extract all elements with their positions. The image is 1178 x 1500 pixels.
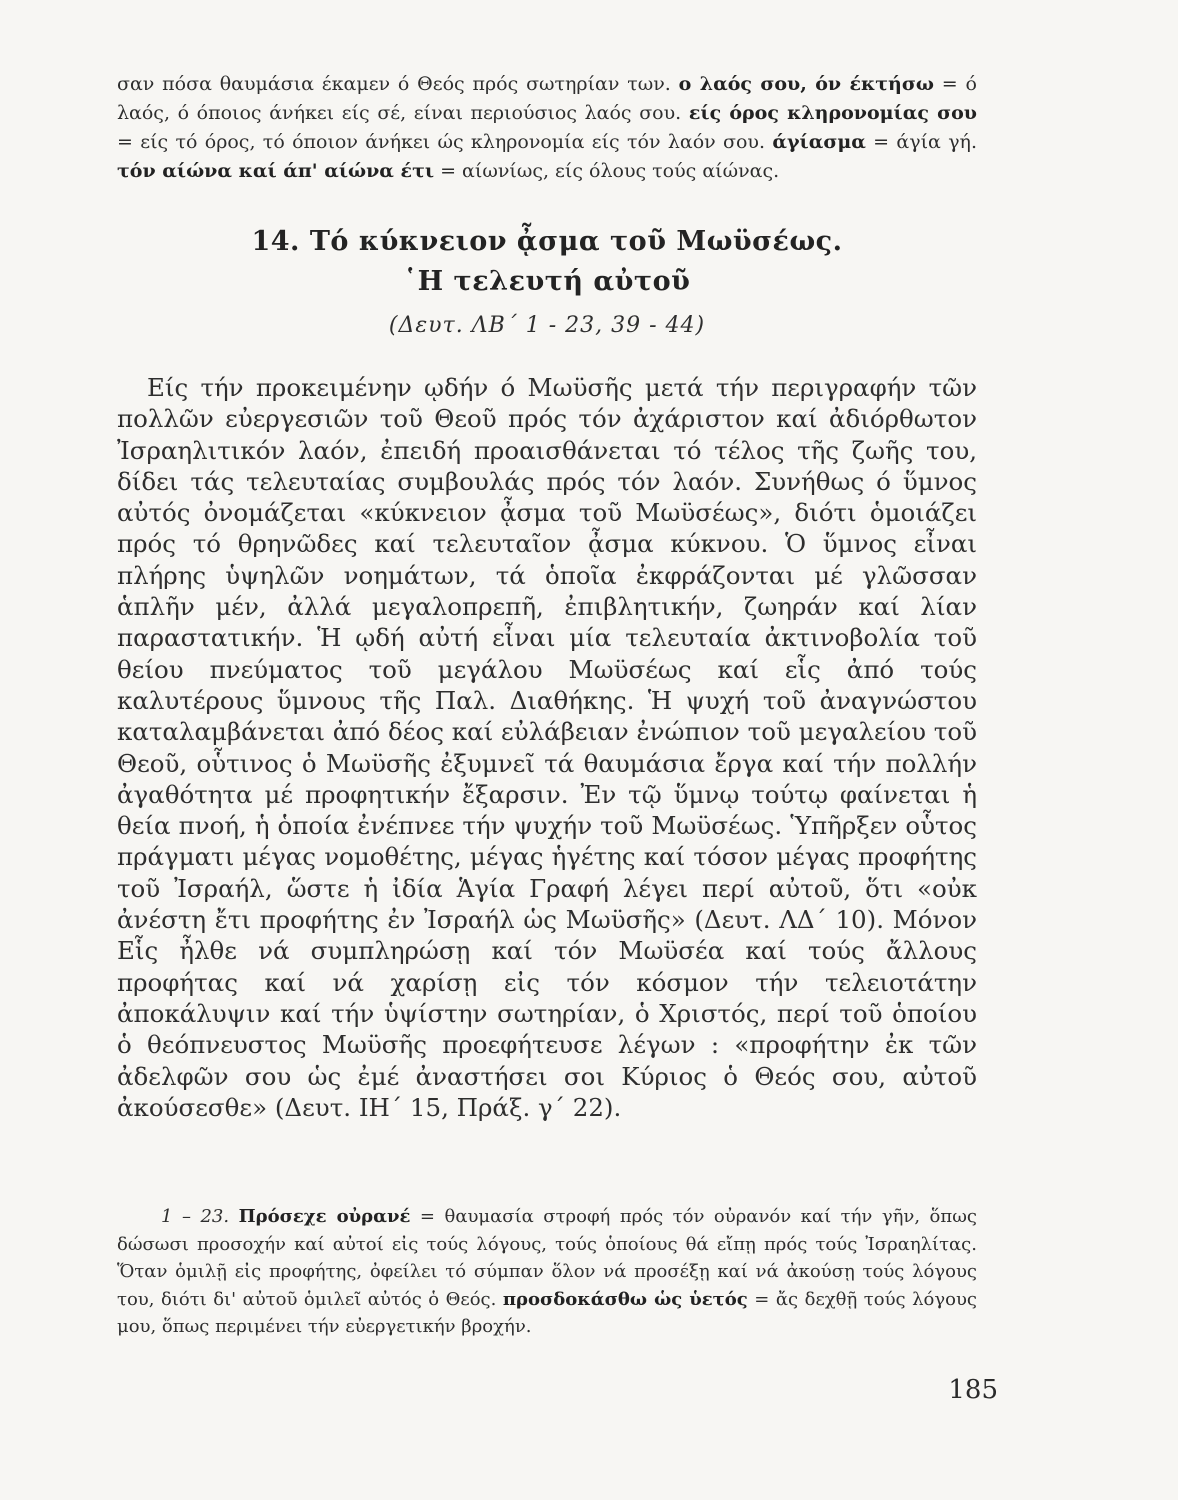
section-title: 14. Τό κύκνειον ᾆσμα τοῦ Μωϋσέως. bbox=[251, 226, 843, 257]
intro-text-3: = είς τό όρος, τό όποιον άνήκει ώς κληρονομία είς τόν λαόν σου. bbox=[117, 131, 773, 153]
intro-term-2: είς όρος κληρονομίας σου bbox=[688, 102, 977, 124]
intro-term-3: άγίασμα bbox=[772, 131, 866, 153]
note-text-1: = θαυμασία στροφή πρός τόν οὐρανόν καί τήν γῆν, ὅπως δώσωσι προσοχήν καί αὐτοί εἰς τούς λόγους, τούς ὁποίους θά εἴπῃ πρός τούς Ἰσραηλίτας. Ὅταν ὁμιλῇ εἰς προφήτης, ὀφείλει τό σύμπαν ὅλον νά προσέξῃ καί νά ἀκούσῃ τούς λόγους του, διότι δι' αὐτοῦ ὁμιλεῖ αὐτός ὁ Θεός. bbox=[117, 1206, 977, 1310]
commentary-notes bbox=[117, 1203, 977, 1341]
note-verse-number: 1 – 23. bbox=[161, 1206, 230, 1227]
page-number: 185 bbox=[948, 1375, 998, 1405]
scripture-reference: (Δευτ. ΛΒ΄ 1 - 23, 39 - 44) bbox=[388, 313, 706, 338]
intro-text-2: = ό λαός, ό όποιος άνήκει είς σέ, είναι περιούσιος λαός σου. bbox=[117, 73, 977, 124]
intro-paragraph bbox=[117, 70, 977, 186]
note-term-1: Πρόσεχε οὐρανέ bbox=[238, 1206, 411, 1227]
section-subtitle: ῾Η τελευτή αὐτοῦ bbox=[403, 266, 691, 297]
intro-text-1: σαν πόσα θαυμάσια έκαμεν ό Θεός πρός σωτηρίαν των. bbox=[117, 73, 679, 95]
intro-text-4: = άγία γή. bbox=[865, 131, 977, 153]
intro-term-4: τόν αίώνα καί άπ' αίώνα έτι bbox=[117, 160, 435, 182]
note-term-2: προσδοκάσθω ὡς ὑετός bbox=[502, 1288, 748, 1310]
main-paragraph: Είς τήν προκειμένην ῳδήν ό Μωϋσῆς μετά τήν περιγραφήν τῶν πολλῶν εὐεργεσιῶν τοῦ Θεοῦ πρός τόν ἀχάριστον καί ἀδιόρθωτον Ἰσραηλιτικόν λαόν, ἐπειδή προαισθάνεται τό τέλος τῆς ζωῆς του, δίδει τάς τελευταίας συμβουλάς πρός τόν λαόν. Συνήθως ό ὕμνος αὐτός ὀνομάζεται «κύκνειον ᾆσμα τοῦ Μωϋσέως», διότι ὁμοιάζει πρός τό θρηνῶδες καί τελευταῖον ᾆσμα κύκνου. Ὁ ὕμνος εἶναι πλήρης ὑψηλῶν νοημάτων, τά ὁποῖα ἐκφράζονται μέ γλῶσσαν ἁπλῆν μέν, ἀλλά μεγαλοπρεπῆ, ἐπιβλητικήν, ζωηράν καί λίαν παραστατικήν. Ἡ ῳδή αὐτή εἶναι μία τελευταία ἀκτινοβολία τοῦ θείου πνεύματος τοῦ μεγάλου Μωϋσέως καί εἷς ἀπό τούς καλυτέρους ὕμνους τῆς Παλ. Διαθήκης. Ἡ ψυχή τοῦ ἀναγνώστου καταλαμβάνεται ἀπό δέος καί εὐλάβειαν ἐνώπιον τοῦ μεγαλείου τοῦ Θεοῦ, οὗτινος ὁ Μωϋσῆς ἐξυμνεῖ τά θαυμάσια ἔργα καί τήν πολλήν ἀγαθότητα μέ προφητικήν ἔξαρσιν. Ἐν τῷ ὕμνῳ τούτῳ φαίνεται ἡ θεία πνοή, ἡ ὁποία ἐνέπνεε τήν ψυχήν τοῦ Μωϋσέως. Ὑπῆρξεν οὗτος πράγματι μέγας νομοθέτης, μέγας ἡγέτης καί τόσον μέγας προφήτης τοῦ Ἰσραήλ, ὥστε ἡ ἰδία Ἁγία Γραφή λέγει περί αὐτοῦ, ὅτι «οὐκ ἀνέστη ἔτι προφήτης ἐν Ἰσραήλ ὡς Μωϋσῆς» (Δευτ. ΛΔ΄ 10). Μόνον Εἷς ἦλθε νά συμπληρώσῃ καί τόν Μωϋσέα καί τούς ἄλλους προφήτας καί νά χαρίσῃ εἰς τόν κόσμον τήν τελειοτάτην ἀποκάλυψιν καί τήν ὑψίστην σωτηρίαν, ὁ Χριστός, περί τοῦ ὁποίου ὁ θεόπνευστος Μωϋσῆς προεφήτευσε λέγων : «προφήτην ἐκ τῶν ἀδελφῶν σου ὡς ἐμέ ἀναστήσει σοι Κύριος ὁ Θεός σου, αὐτοῦ ἀκούσεσθε» (Δευτ. ΙΗ΄ 15, Πράξ. γ΄ 22). bbox=[117, 373, 977, 1122]
intro-term-1: ο λαός σου, όν έκτήσω bbox=[678, 73, 934, 95]
intro-text-5: = αίωνίως, είς όλους τούς αίώνας. bbox=[434, 160, 780, 182]
note-text-2: = ἄς δεχθῇ τούς λόγους μου, ὅπως περιμένει τήν εὐεργετικήν βροχήν. bbox=[117, 1288, 977, 1337]
